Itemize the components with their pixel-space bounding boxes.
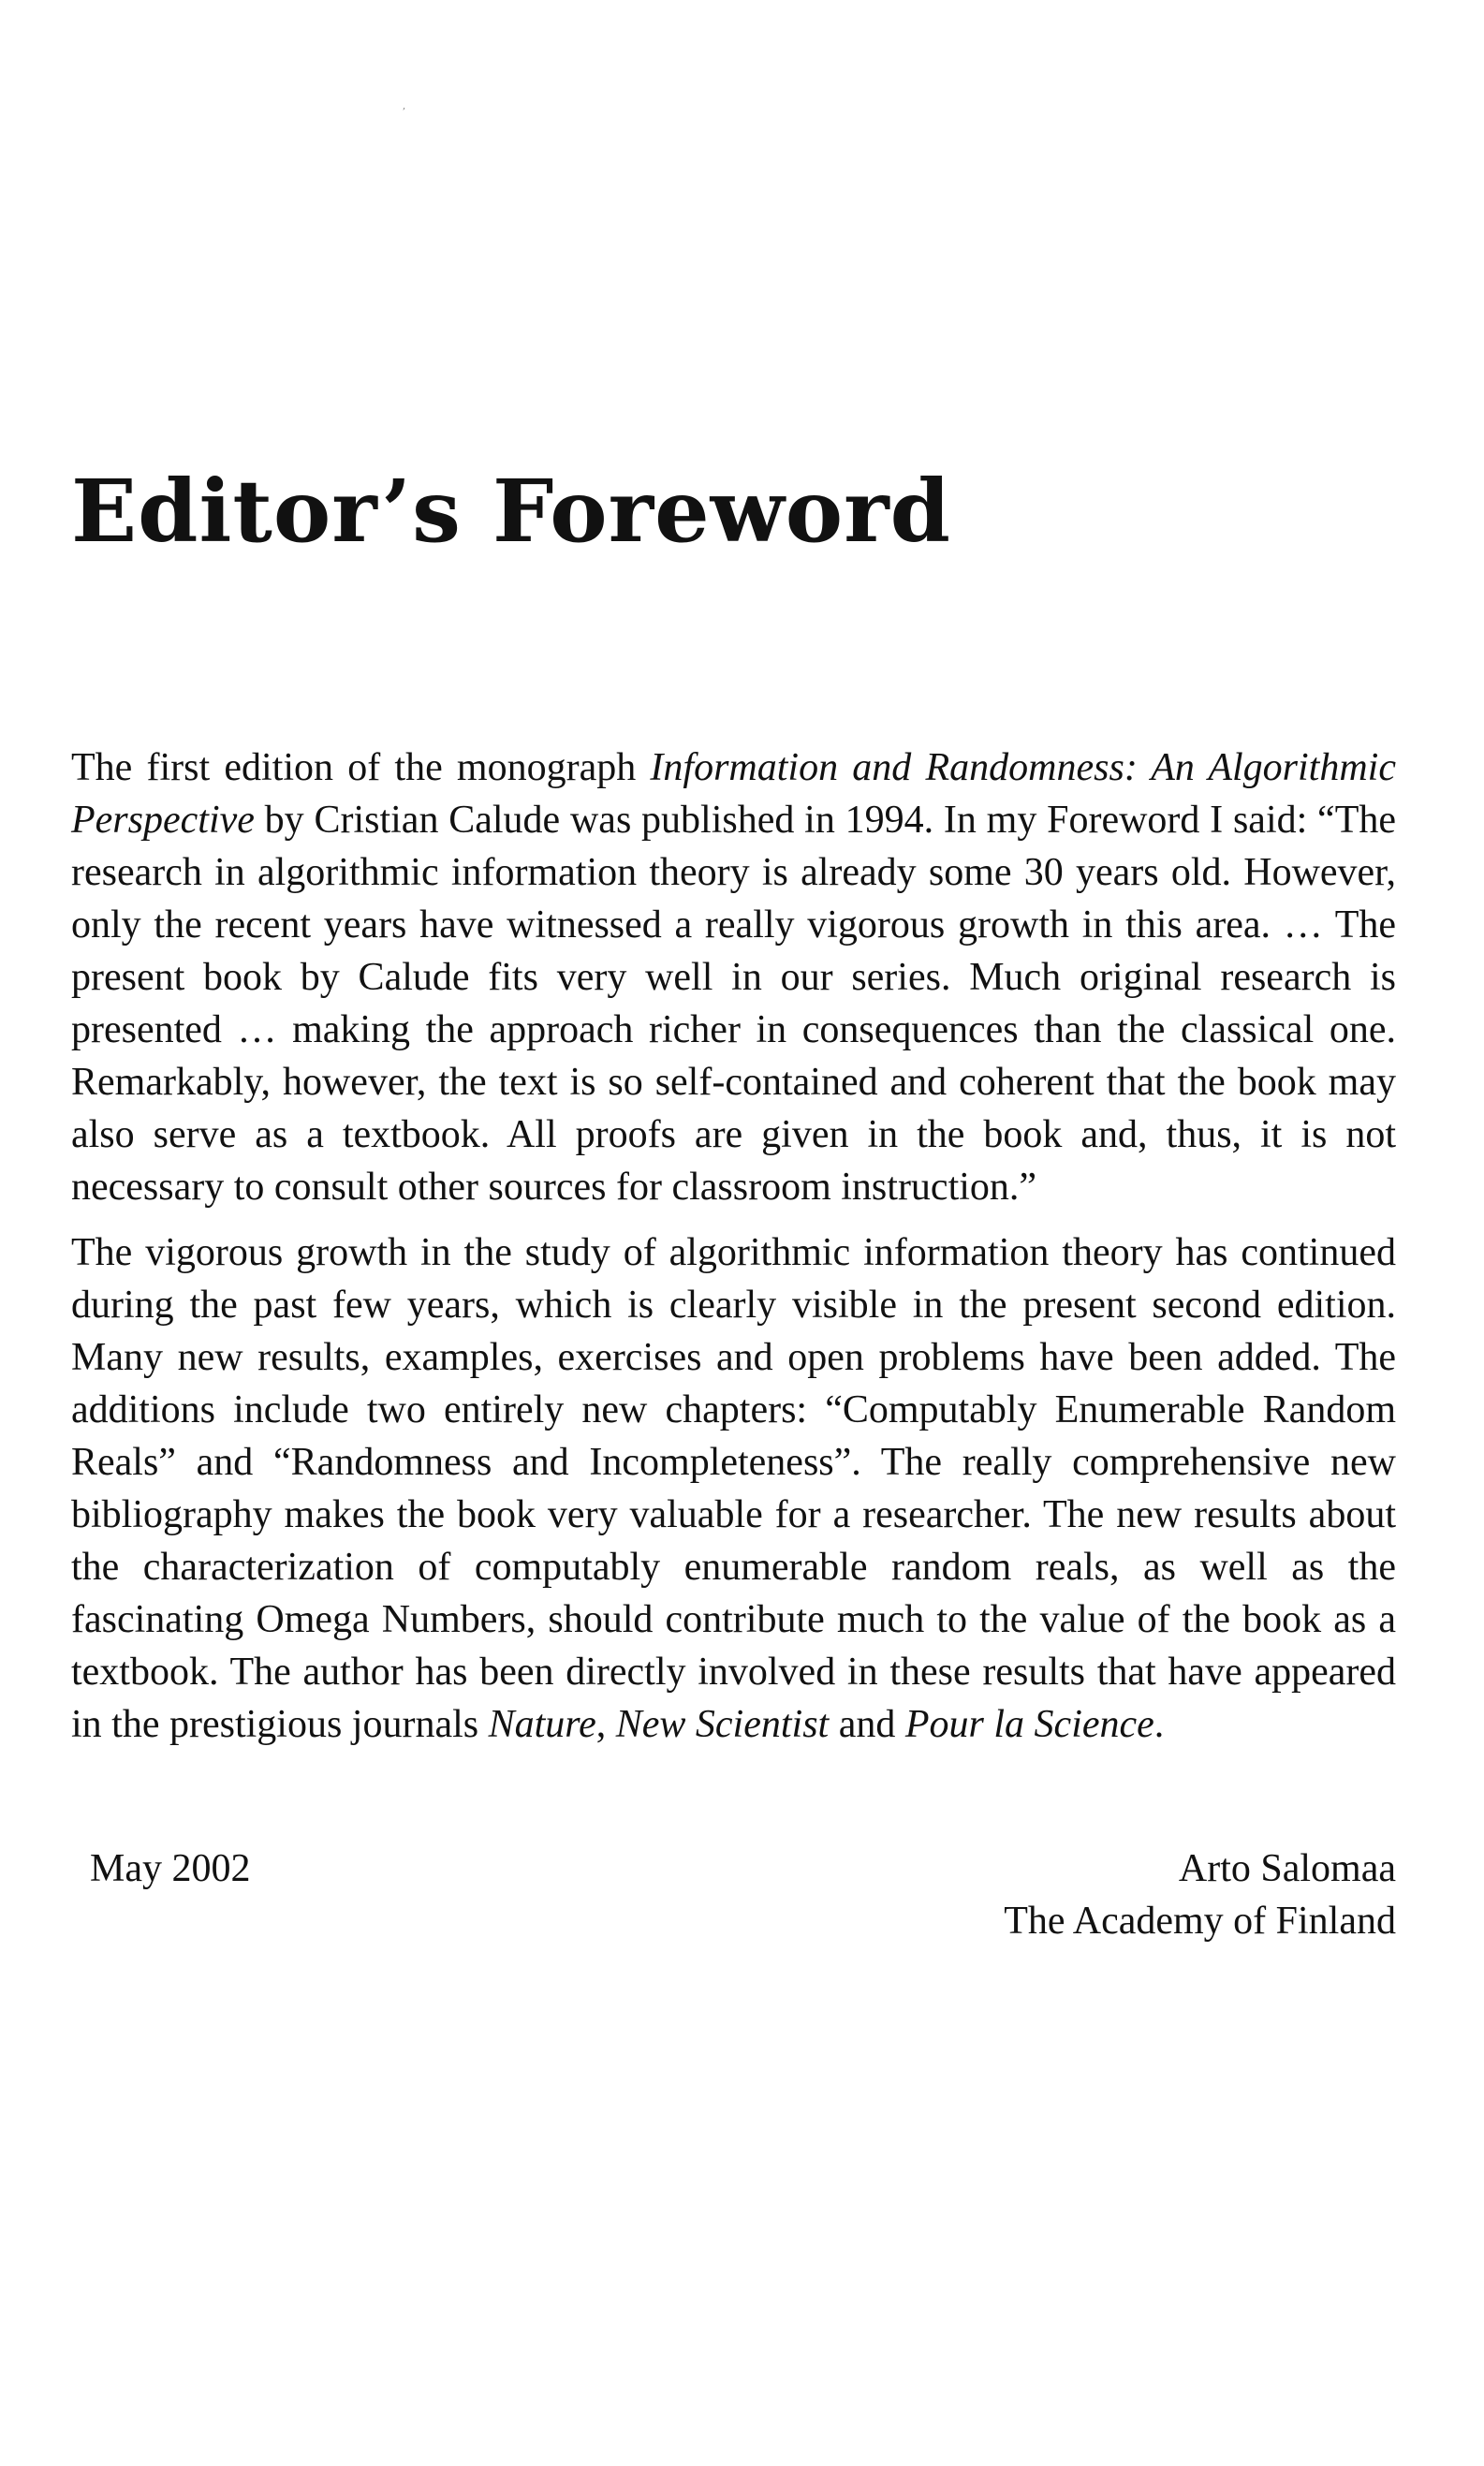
foreword-body <box>71 741 1396 1764</box>
journal-name: New Scientist <box>615 1703 830 1746</box>
author-name: Arto Salomaa <box>1178 1847 1396 1890</box>
page-title: Editor’s Foreword <box>71 461 951 562</box>
paragraph <box>71 1226 1396 1751</box>
author-affiliation: The Academy of Finland <box>1004 1900 1396 1943</box>
signoff-date: May 2002 <box>90 1847 251 1890</box>
text-run: . <box>1153 1703 1165 1746</box>
scan-speck: , <box>403 101 406 111</box>
text-run: and <box>829 1703 905 1746</box>
text-run: by Cristian Calude was published in 1994. In my Foreword I said: “The research in algorithmic information theory is already some 30 years old. However, only the recent years have witnessed a really vigorous growth in this area. … The present book by Calude fits very well in our series. Much original research is presented … making the approach richer in consequences than the classical one. Remarkably, however, the text is so self-contained and coherent that the book may also serve as a textbook. All proofs are given in the book and, thus, it is not necessary to consult other sources for classroom instruction.” <box>71 799 1396 1209</box>
paragraph <box>71 741 1396 1213</box>
signature-block <box>1004 1842 1396 1947</box>
journal-name: Pour la Science <box>904 1703 1154 1746</box>
text-run: The vigorous growth in the study of algorithmic information theory has continued during the past few years, which is clearly visible in the present second edition. Many new results, examples, exercises and open problems have been added. The additions include two entirely new chapters: “Computably Enumerable Random Reals” and “Randomness and Incompleteness”. The really comprehensive new bibliography makes the book very valuable for a researcher. The new results about the characterization of computably enumerable random reals, as well as the fascinating Omega Numbers, should contribute much to the value of the book as a textbook. The author has been directly involved in these results that have appeared in the prestigious journals <box>71 1231 1396 1746</box>
text-run: , <box>595 1703 616 1746</box>
book-title: Information and Randomness: An Algorithmic Perspective <box>71 746 1396 842</box>
text-run: The first edition of the monograph <box>71 746 651 789</box>
journal-name: Nature <box>488 1703 596 1746</box>
